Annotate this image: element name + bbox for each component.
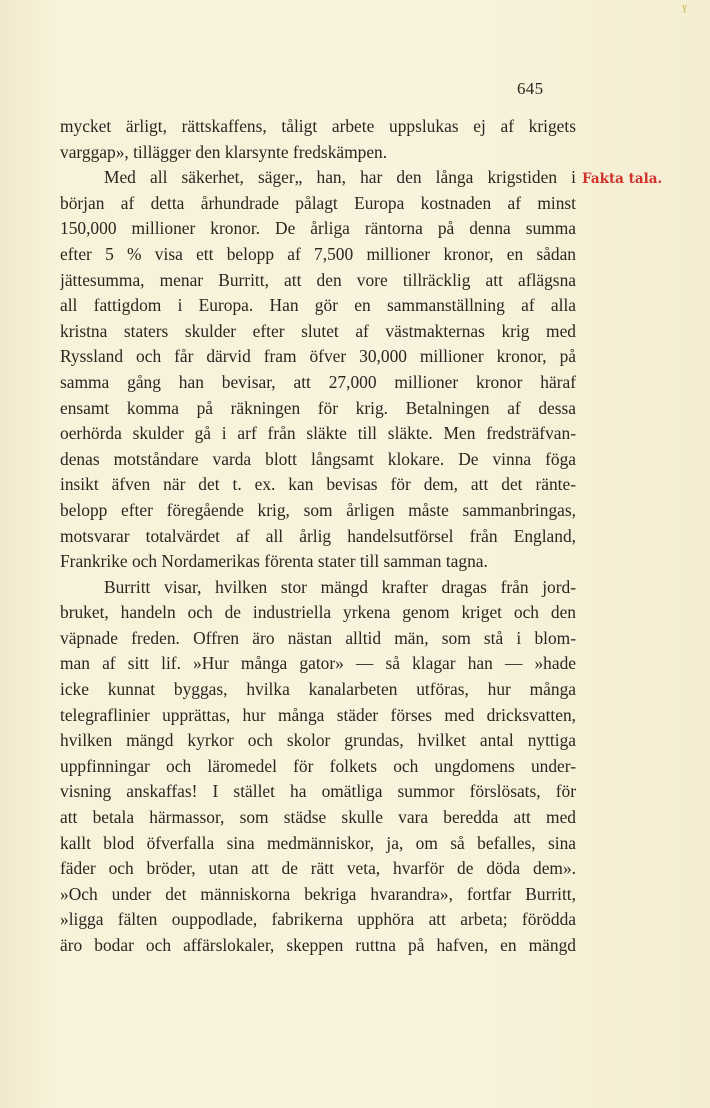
text-line: »ligga fälten ouppodlade, fabrikerna upphöra att arbeta; förödda <box>60 909 576 930</box>
text-line: visning anskaffas! I stället ha omätliga summor förslösats, för <box>60 781 576 802</box>
text-line: fäder och bröder, utan att de rätt veta, hvarför de döda dem». <box>60 858 576 879</box>
text-line: icke kunnat byggas, hvilka kanalarbeten utföras, hur många <box>60 679 576 700</box>
text-line: telegraflinier upprättas, hur många städer förses med dricksvatten, <box>60 704 576 725</box>
body-text <box>60 114 576 959</box>
text-line: Ryssland och får därvid fram öfver 30,000 millioner kronor, på <box>60 346 576 367</box>
text-line: kristna staters skulder efter slutet af västmakternas krig med <box>60 320 576 341</box>
text-line: Frankrike och Nordamerikas förenta stater till samman tagna. <box>60 551 488 572</box>
corner-mark: ɣ <box>682 2 687 13</box>
text-line: jättesumma, menar Burritt, att den vore tillräcklig att aflägsna <box>60 269 576 290</box>
text-line: Burritt visar, hvilken stor mängd krafter dragas från jord- <box>104 576 576 597</box>
text-line: mycket ärligt, rättskaffens, tåligt arbete uppslukas ej af krigets <box>60 116 576 136</box>
text-line: kallt blod öfverfalla sina medmänniskor, ja, om så befalles, sina <box>60 832 576 853</box>
text-line: att betala härmassor, som städse skulle vara beredda att med <box>60 807 576 828</box>
text-line: belopp efter föregående krig, som årligen måste sammanbringas, <box>60 499 576 520</box>
text-line: oerhörda skulder gå i arf från släkte till släkte. Men fredsträfvan- <box>60 423 576 444</box>
text-line: efter 5 % visa ett belopp af 7,500 millioner kronor, en sådan <box>60 243 576 264</box>
text-line: början af detta århundrade pålagt Europa kostnaden af minst <box>60 192 576 213</box>
text-line: all fattigdom i Europa. Han gör en sammanställning af alla <box>60 295 576 316</box>
text-line: varggap», tillägger den klarsynte fredskämpen. <box>60 141 388 162</box>
text-line: motsvarar totalvärdet af all årlig handelsutförsel från England, <box>60 525 576 546</box>
text-line: uppfinningar och läromedel för folkets och ungdomens under- <box>60 755 576 776</box>
text-line: ensamt komma på räkningen för krig. Betalningen af dessa <box>60 397 576 418</box>
text-line: väpnade freden. Offren äro nästan alltid män, som stå i blom- <box>60 627 576 648</box>
text-line: hvilken mängd kyrkor och skolor grundas, hvilket antal nyttiga <box>60 730 576 751</box>
text-line: samma gång han bevisar, att 27,000 millioner kronor häraf <box>60 371 576 392</box>
text-line: Med all säkerhet, säger„ han, har den långa krigstiden i <box>104 167 576 188</box>
text-line: man af sitt lif. »Hur många gator» — så klagar han — »hade <box>60 653 576 674</box>
text-line: denas motståndare varda blott långsamt klokare. De vinna föga <box>60 448 576 469</box>
text-line: bruket, handeln och de industriella yrkena genom kriget och den <box>60 602 576 623</box>
text-line: »Och under det människorna bekriga hvarandra», fortfar Burritt, <box>60 883 576 904</box>
page-number: 645 <box>517 79 544 98</box>
text-line: äro bodar och affärslokaler, skeppen ruttna på hafven, en mängd <box>60 935 576 955</box>
text-line: insikt äfven när det t. ex. kan bevisas för dem, att det ränte- <box>60 474 576 495</box>
margin-note: Fakta tala. <box>582 171 663 187</box>
text-line: 150,000 millioner kronor. De årliga räntorna på denna summa <box>60 218 576 239</box>
